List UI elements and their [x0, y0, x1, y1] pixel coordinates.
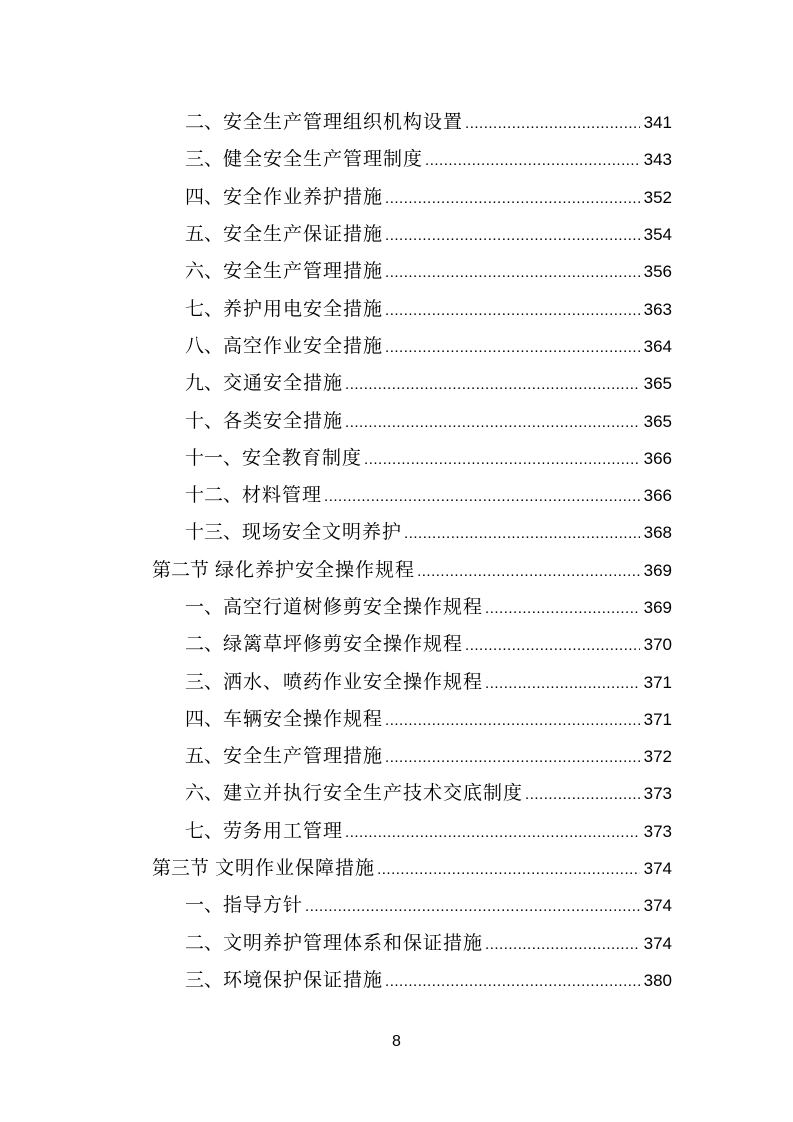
toc-entry-line: [185, 741, 793, 768]
toc-entry[interactable]: [0, 400, 793, 437]
table-of-contents: [0, 102, 793, 997]
toc-entry-title: 材料管理: [242, 484, 323, 507]
toc-entry-page: 372: [643, 747, 672, 767]
toc-entry-page: 370: [643, 635, 672, 655]
toc-entry-number: 三、: [185, 968, 224, 991]
toc-leader-dots: [417, 563, 640, 580]
toc-entry-line: [185, 182, 793, 209]
toc-entry-number: 七、: [185, 819, 224, 842]
toc-entry-line: [185, 368, 793, 395]
toc-entry-number: 八、: [185, 334, 224, 357]
toc-entry[interactable]: [0, 326, 793, 363]
toc-entry-title: 交通安全措施: [223, 372, 344, 395]
toc-entry-number: 二、: [185, 111, 224, 134]
toc-entry-number: 九、: [185, 372, 224, 395]
toc-entry-page: 369: [643, 598, 672, 617]
toc-entry-number: 二、: [185, 633, 224, 656]
toc-entry-line: [185, 517, 793, 544]
toc-entry-line: [185, 778, 793, 805]
toc-entry-line: [185, 406, 793, 433]
toc-leader-dots: [385, 749, 640, 766]
toc-entry-line: [185, 480, 793, 507]
toc-leader-dots: [465, 115, 640, 132]
toc-entry-line: [185, 704, 793, 731]
toc-entry-page: 374: [643, 933, 672, 953]
toc-entry[interactable]: [0, 288, 793, 325]
toc-entry[interactable]: [0, 251, 793, 288]
toc-leader-dots: [385, 190, 640, 207]
toc-entry-number: 三、: [185, 148, 224, 171]
toc-entry-line: [185, 965, 793, 992]
toc-entry-title: 环境保护保证措施: [223, 968, 384, 991]
toc-entry-title: 安全生产管理措施: [223, 260, 384, 283]
toc-entry-title: 安全生产管理措施: [223, 745, 384, 768]
toc-entry-page: 354: [643, 225, 672, 245]
toc-entry-title: 劳务用工管理: [223, 819, 344, 842]
page-number: 8: [392, 1033, 401, 1050]
toc-entry-line: [185, 294, 793, 321]
toc-leader-dots: [525, 786, 640, 803]
toc-entry-number: 十、: [185, 409, 224, 432]
toc-entry-line: [185, 256, 793, 283]
toc-entry-title: 文明养护管理体系和保证措施: [223, 931, 484, 954]
toc-leader-dots: [385, 339, 640, 356]
toc-leader-dots: [465, 637, 640, 654]
toc-entry-line: [152, 555, 793, 582]
toc-leader-dots: [305, 898, 640, 915]
toc-entry-number: 五、: [185, 745, 224, 768]
toc-entry-number: 三、: [185, 670, 224, 693]
toc-entry-title: 健全安全生产管理制度: [223, 148, 424, 171]
toc-entry-number: 六、: [185, 260, 224, 283]
toc-entry-line: [185, 443, 793, 470]
toc-entry-page: 341: [643, 113, 672, 133]
toc-entry[interactable]: [0, 960, 793, 997]
toc-leader-dots: [485, 600, 640, 617]
toc-entry[interactable]: [0, 736, 793, 773]
toc-entry[interactable]: [0, 885, 793, 922]
toc-entry-page: 352: [643, 187, 672, 207]
toc-entry-page: 374: [643, 859, 672, 879]
toc-entry-line: [185, 219, 793, 246]
toc-entry-page: 343: [643, 150, 672, 170]
toc-entry-title: 文明作业保障措施: [215, 857, 376, 880]
toc-entry-number: 一、: [185, 596, 224, 618]
toc-entry[interactable]: [0, 587, 793, 624]
toc-entry-line: [185, 928, 793, 955]
toc-entry-page: 366: [643, 448, 672, 468]
toc-entry-page: 373: [643, 821, 672, 841]
toc-entry-title: 养护用电安全措施: [223, 297, 384, 320]
toc-entry-number: 五、: [185, 223, 224, 246]
toc-entry[interactable]: [0, 624, 793, 661]
toc-entry[interactable]: [0, 102, 793, 139]
toc-leader-dots: [345, 414, 640, 431]
toc-leader-dots: [385, 227, 640, 244]
toc-entry-number: 第三节: [152, 857, 216, 880]
toc-entry-number: 十三、: [185, 521, 243, 544]
toc-entry-number: 十一、: [185, 446, 243, 469]
toc-entry-number: 十二、: [185, 484, 243, 507]
toc-entry-page: 369: [643, 560, 672, 580]
toc-entry[interactable]: [0, 699, 793, 736]
toc-entry-title: 绿化养护安全操作规程: [215, 558, 416, 581]
toc-entry[interactable]: [0, 363, 793, 400]
toc-entry[interactable]: [0, 512, 793, 549]
toc-entry-number: 一、: [185, 894, 224, 917]
toc-leader-dots: [385, 302, 640, 319]
toc-entry-number: 七、: [185, 297, 224, 320]
toc-leader-dots: [345, 376, 640, 393]
toc-leader-dots: [385, 264, 640, 281]
toc-entry-page: 365: [643, 374, 672, 394]
toc-entry-page: 371: [643, 709, 672, 729]
toc-leader-dots: [385, 712, 640, 729]
toc-entry-title: 安全教育制度: [242, 446, 363, 469]
toc-leader-dots: [385, 973, 640, 990]
toc-entry[interactable]: [0, 438, 793, 475]
toc-entry[interactable]: [0, 811, 793, 848]
toc-entry-line: [185, 890, 793, 917]
toc-entry-title: 安全生产保证措施: [223, 223, 384, 246]
toc-entry[interactable]: [0, 550, 793, 587]
toc-entry-line: [185, 331, 793, 358]
toc-entry-title: 洒水、喷药作业安全操作规程: [223, 670, 484, 693]
toc-leader-dots: [364, 451, 640, 468]
toc-entry-line: [185, 592, 793, 619]
toc-entry[interactable]: [0, 661, 793, 698]
toc-entry-page: 374: [643, 896, 672, 916]
toc-leader-dots: [345, 824, 640, 841]
toc-entry-line: [152, 853, 793, 880]
toc-entry-number: 二、: [185, 931, 224, 954]
toc-entry-number: 四、: [185, 185, 224, 208]
toc-entry-title: 高空作业安全措施: [223, 334, 384, 357]
toc-entry-title: 建立并执行安全生产技术交底制度: [223, 782, 524, 805]
toc-entry-line: [185, 816, 793, 843]
toc-entry-title: 现场安全文明养护: [242, 521, 403, 544]
toc-leader-dots: [485, 936, 640, 953]
toc-leader-dots: [404, 525, 640, 542]
toc-entry[interactable]: [0, 773, 793, 810]
toc-entry-page: 363: [643, 299, 672, 319]
toc-entry[interactable]: [0, 475, 793, 512]
toc-entry-page: 356: [643, 262, 672, 282]
toc-leader-dots: [377, 861, 640, 878]
toc-entry-page: 365: [643, 411, 672, 431]
toc-entry-line: [185, 107, 793, 134]
toc-entry[interactable]: [0, 177, 793, 214]
toc-entry-line: [185, 144, 793, 171]
toc-entry-page: 364: [643, 336, 672, 356]
toc-entry-line: [185, 667, 793, 694]
toc-entry-page: 380: [643, 970, 672, 990]
toc-entry[interactable]: [0, 848, 793, 885]
toc-entry[interactable]: [0, 923, 793, 960]
toc-entry-page: 366: [643, 486, 672, 506]
toc-entry-number: 六、: [185, 782, 224, 805]
toc-entry-page: 373: [643, 784, 672, 804]
toc-entry-title: 安全作业养护措施: [223, 185, 384, 208]
toc-leader-dots: [485, 675, 640, 692]
toc-entry-page: 368: [643, 523, 672, 543]
toc-entry-title: 各类安全措施: [223, 409, 344, 432]
toc-entry-number: 第二节: [152, 558, 216, 581]
toc-leader-dots: [324, 488, 640, 505]
toc-entry[interactable]: [0, 139, 793, 176]
toc-entry[interactable]: [0, 214, 793, 251]
toc-leader-dots: [425, 152, 640, 169]
toc-entry-page: 371: [643, 672, 672, 692]
toc-entry-title: 高空行道树修剪安全操作规程: [223, 596, 484, 618]
toc-entry-title: 安全生产管理组织机构设置: [223, 111, 464, 134]
toc-entry-title: 指导方针: [223, 894, 304, 917]
toc-entry-title: 绿篱草坪修剪安全操作规程: [223, 633, 464, 656]
toc-entry-title: 车辆安全操作规程: [223, 707, 384, 730]
toc-entry-line: [185, 629, 793, 656]
toc-entry-number: 四、: [185, 707, 224, 730]
